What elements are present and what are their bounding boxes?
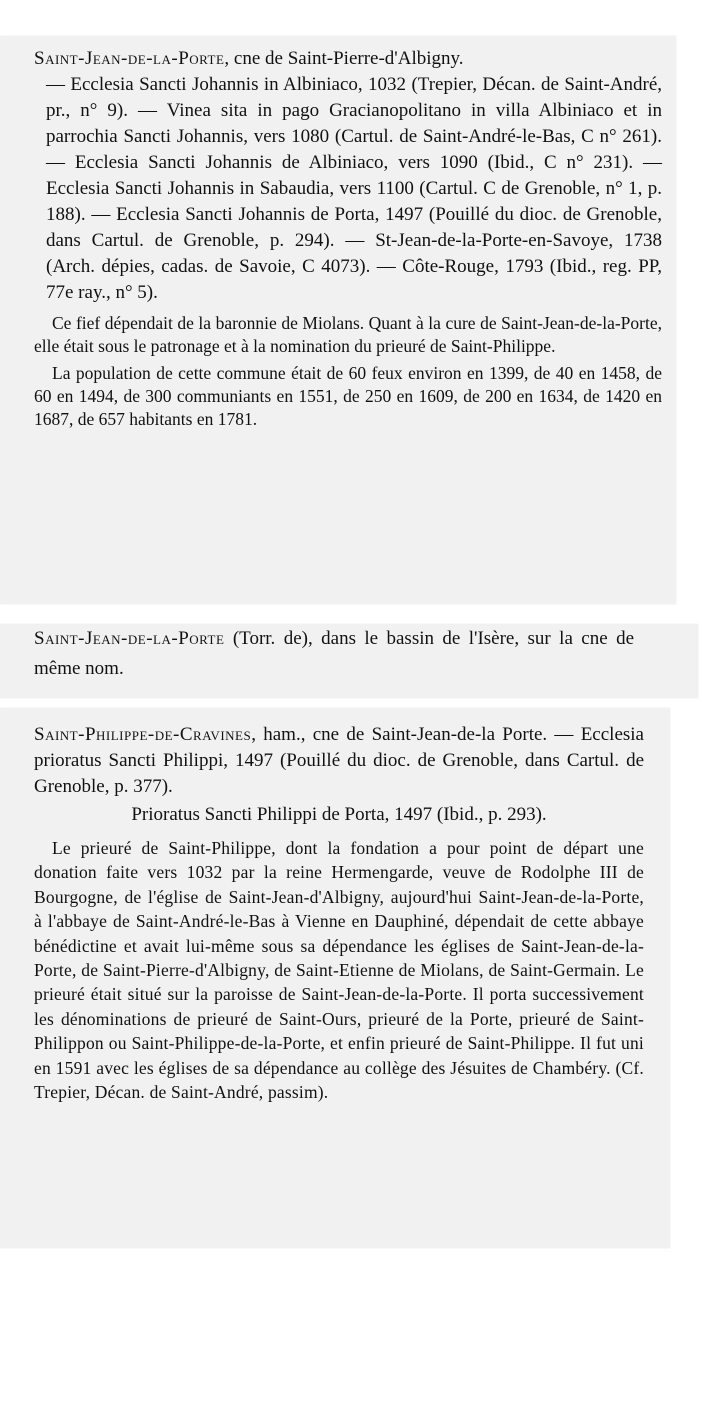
clipping-saint-philippe bbox=[0, 708, 670, 1248]
entry-heading bbox=[34, 722, 644, 800]
headword: Saint-Jean-de-la-Porte bbox=[34, 48, 225, 69]
headword: Saint-Jean-de-la-Porte bbox=[34, 628, 225, 649]
clipping-torrent bbox=[0, 624, 698, 698]
head-rest: , cne de Saint-Pierre-d'Albigny. bbox=[224, 48, 464, 69]
paragraph-fief: Ce fief dépendait de la baronnie de Miolans. Quant à la cure de Saint-Jean-de-la-Porte, elle était sous le patronage et à la nomination du prieuré de Saint-Philippe. bbox=[34, 313, 662, 356]
paragraph-population: La population de cette commune était de 60 feux environ en 1399, de 40 en 1458, de 60 en 1494, de 300 communiants en 1551, de 250 en 1609, de 200 en 1634, de 1420 en 1687, de 657 habitants en 1781. bbox=[34, 363, 662, 429]
entry-saint-philippe bbox=[34, 722, 644, 1104]
headword: Saint-Philippe-de-Cravines bbox=[34, 724, 252, 745]
second-form: Prioratus Sancti Philippi de Porta, 1497 (Ibid., p. 293). bbox=[131, 804, 547, 825]
head-rest: , ham., cne de Saint-Jean-de-la Porte. — Ecclesia prioratus Sancti Philippi, 1497 (Pouillé du dioc. de Grenoble, dans Cartul. de Grenoble, p. 377). bbox=[34, 724, 644, 797]
entry-body bbox=[34, 46, 662, 306]
head-rest: (Torr. de), dans le bassin de l'Isère, sur la cne de même nom. bbox=[34, 628, 634, 679]
entry-saint-jean-de-la-porte bbox=[34, 46, 662, 431]
paragraph-prieure: Le prieuré de Saint-Philippe, dont la fondation a pour point de départ une donation faite vers 1032 par la reine Hermengarde, veuve de Rodolphe III de Bourgogne, de l'église de Saint-Jean-d'Albigny, aujourd'hui Saint-Jean-de-la-Porte, à l'abbaye de Saint-André-le-Bas à Vienne en Dauphiné, dépendait de cette abbaye bénédictine et avait lui-même sous sa dépendance les églises de Saint-Jean-de-la-Porte, de Saint-Pierre-d'Albigny, de Saint-Etienne de Miolans, de Saint-Germain. Le prieuré était situé sur la paroisse de Saint-Jean-de-la-Porte. Il porta successivement les dénominations de prieuré de Saint-Ours, prieuré de la Porte, prieuré de Saint-Philippon ou Saint-Philippe-de-la-Porte, et enfin prieuré de Saint-Philippe. Il fut uni en 1591 avec les églises de sa dépendance au collège des Jésuites de Chambéry. (Cf. Trepier, Décan. de Saint-André, passim). bbox=[34, 838, 644, 1103]
entry-torrent bbox=[34, 624, 634, 684]
historical-forms: — Ecclesia Sancti Johannis in Albiniaco, 1032 (Trepier, Décan. de Saint-André, pr., n° 9). — Vinea sita in pago Gracianopolitano in villa Albiniaco et in parrochia Sancti Johannis, vers 1080 (Cartul. de Saint-André-le-Bas, C n° 261). — Ecclesia Sancti Johannis de Albiniaco, vers 1090 (Ibid., C n° 231). — Ecclesia Sancti Johannis in Sabaudia, vers 1100 (Cartul. C de Grenoble, n° 1, p. 188). — Ecclesia Sancti Johannis de Porta, 1497 (Pouillé du dioc. de Grenoble, dans Cartul. de Grenoble, p. 294). — St-Jean-de-la-Porte-en-Savoye, 1738 (Arch. dépies, cadas. de Savoie, C 4073). — Côte-Rouge, 1793 (Ibid., reg. PP, 77e ray., n° 5). bbox=[46, 74, 662, 303]
clipping-saint-jean-de-la-porte bbox=[0, 36, 676, 604]
